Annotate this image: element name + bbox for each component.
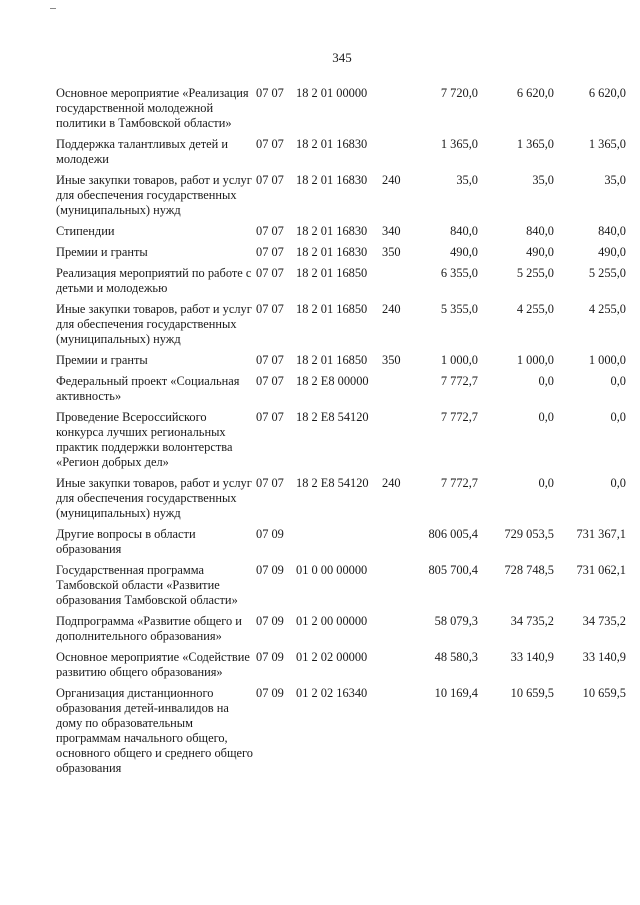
amount-year-1-cell: 48 580,3 xyxy=(434,650,478,664)
amount-year-3-cell: 0,0 xyxy=(610,374,626,388)
amount-year-1-cell: 1 365,0 xyxy=(440,137,478,151)
amount-year-3-cell: 731 062,1 xyxy=(576,563,626,577)
target-article-cell: 01 2 02 00000 xyxy=(296,650,368,664)
amount-year-2-cell: 1 000,0 xyxy=(516,353,554,367)
amount-year-2-cell: 33 140,9 xyxy=(510,650,554,664)
expense-name-cell: Премии и гранты xyxy=(56,245,148,259)
amount-year-2-cell: 0,0 xyxy=(538,374,554,388)
expense-name-cell: Иные закупки товаров, работ и услуг для обеспечения государственных (муниципальных) нужд xyxy=(56,476,252,520)
table-row xyxy=(56,302,626,353)
section-code-cell: 07 09 xyxy=(256,527,284,541)
amount-year-2-cell: 729 053,5 xyxy=(504,527,554,541)
amount-year-2-cell: 4 255,0 xyxy=(516,302,554,316)
amount-year-2-cell: 0,0 xyxy=(538,410,554,424)
amount-year-3-cell: 35,0 xyxy=(604,173,626,187)
expense-name-cell: Основное мероприятие «Содействие развитию общего образования» xyxy=(56,650,250,679)
expense-type-cell xyxy=(382,266,408,302)
section-code-cell: 07 07 xyxy=(256,266,284,280)
table-row xyxy=(56,173,626,224)
amount-year-1-cell: 35,0 xyxy=(456,173,478,187)
expense-name-cell: Федеральный проект «Социальная активность» xyxy=(56,374,240,403)
amount-year-3-cell: 490,0 xyxy=(598,245,626,259)
amount-year-3-cell: 6 620,0 xyxy=(588,86,626,100)
amount-year-1-cell: 10 169,4 xyxy=(434,686,478,700)
expense-type-cell xyxy=(382,410,408,476)
amount-year-1-cell: 7 720,0 xyxy=(440,86,478,100)
section-code-cell: 07 07 xyxy=(256,137,284,151)
section-code-cell: 07 07 xyxy=(256,353,284,367)
amount-year-2-cell: 10 659,5 xyxy=(510,686,554,700)
section-code-cell: 07 09 xyxy=(256,563,284,577)
section-code-cell: 07 07 xyxy=(256,302,284,316)
expense-name-cell: Поддержка талантливых детей и молодежи xyxy=(56,137,229,166)
section-code-cell: 07 09 xyxy=(256,614,284,628)
amount-year-2-cell: 0,0 xyxy=(538,476,554,490)
target-article-cell: 18 2 01 00000 xyxy=(296,86,368,100)
expense-type-cell: 350 xyxy=(382,245,401,259)
expense-name-cell: Подпрограмма «Развитие общего и дополнительного образования» xyxy=(56,614,242,643)
amount-year-3-cell: 5 255,0 xyxy=(588,266,626,280)
expense-type-cell xyxy=(382,137,408,173)
expense-name-cell: Иные закупки товаров, работ и услуг для обеспечения государственных (муниципальных) нужд xyxy=(56,173,252,217)
target-article-cell xyxy=(296,527,382,563)
amount-year-2-cell: 490,0 xyxy=(526,245,554,259)
amount-year-3-cell: 1 000,0 xyxy=(588,353,626,367)
amount-year-1-cell: 7 772,7 xyxy=(440,410,478,424)
amount-year-2-cell: 34 735,2 xyxy=(510,614,554,628)
amount-year-1-cell: 5 355,0 xyxy=(440,302,478,316)
amount-year-3-cell: 4 255,0 xyxy=(588,302,626,316)
amount-year-2-cell: 728 748,5 xyxy=(504,563,554,577)
expense-name-cell: Стипендии xyxy=(56,224,115,238)
expense-type-cell xyxy=(382,527,408,563)
expense-name-cell: Реализация мероприятий по работе с детьми и молодежью xyxy=(56,266,252,295)
amount-year-1-cell: 7 772,7 xyxy=(440,476,478,490)
section-code-cell: 07 07 xyxy=(256,224,284,238)
section-code-cell: 07 07 xyxy=(256,245,284,259)
table-row xyxy=(56,353,626,374)
expense-name-cell: Организация дистанционного образования детей-инвалидов на дому по образовательным программам начального общего, основного общего и среднего общего образования xyxy=(56,686,253,775)
target-article-cell: 18 2 01 16830 xyxy=(296,137,368,151)
target-article-cell: 18 2 01 16830 xyxy=(296,224,368,238)
expense-type-cell xyxy=(382,563,408,614)
table-row xyxy=(56,137,626,173)
table-row xyxy=(56,476,626,527)
table-row xyxy=(56,410,626,476)
amount-year-1-cell: 490,0 xyxy=(450,245,478,259)
expense-name-cell: Иные закупки товаров, работ и услуг для обеспечения государственных (муниципальных) нужд xyxy=(56,302,252,346)
table-row xyxy=(56,614,626,650)
budget-table xyxy=(56,86,626,782)
table-row xyxy=(56,374,626,410)
expense-type-cell: 350 xyxy=(382,353,401,367)
section-code-cell: 07 09 xyxy=(256,650,284,664)
amount-year-3-cell: 1 365,0 xyxy=(588,137,626,151)
table-row xyxy=(56,686,626,782)
table-row xyxy=(56,266,626,302)
target-article-cell: 18 2 01 16850 xyxy=(296,353,368,367)
amount-year-2-cell: 840,0 xyxy=(526,224,554,238)
amount-year-3-cell: 0,0 xyxy=(610,410,626,424)
expense-name-cell: Основное мероприятие «Реализация государственной молодежной политики в Тамбовской области» xyxy=(56,86,249,130)
table-row xyxy=(56,563,626,614)
expense-name-cell: Государственная программа Тамбовской области «Развитие образования Тамбовской области» xyxy=(56,563,238,607)
scan-mark xyxy=(50,8,56,9)
expense-type-cell: 240 xyxy=(382,302,401,316)
table-row xyxy=(56,86,626,137)
amount-year-2-cell: 5 255,0 xyxy=(516,266,554,280)
table-row xyxy=(56,527,626,563)
amount-year-3-cell: 0,0 xyxy=(610,476,626,490)
target-article-cell: 18 2 E8 54120 xyxy=(296,476,369,490)
amount-year-3-cell: 840,0 xyxy=(598,224,626,238)
amount-year-2-cell: 1 365,0 xyxy=(516,137,554,151)
expense-type-cell: 240 xyxy=(382,173,401,187)
expense-type-cell xyxy=(382,686,408,782)
target-article-cell: 18 2 01 16830 xyxy=(296,173,368,187)
section-code-cell: 07 07 xyxy=(256,410,284,424)
amount-year-1-cell: 7 772,7 xyxy=(440,374,478,388)
target-article-cell: 18 2 01 16850 xyxy=(296,302,368,316)
expense-type-cell xyxy=(382,614,408,650)
amount-year-3-cell: 33 140,9 xyxy=(582,650,626,664)
amount-year-1-cell: 6 355,0 xyxy=(440,266,478,280)
budget-table-body xyxy=(56,86,626,782)
expense-name-cell: Проведение Всероссийского конкурса лучших региональных практик поддержки волонтерства «Регион добрых дел» xyxy=(56,410,233,469)
target-article-cell: 01 2 00 00000 xyxy=(296,614,368,628)
target-article-cell: 18 2 E8 54120 xyxy=(296,410,369,424)
expense-name-cell: Другие вопросы в области образования xyxy=(56,527,196,556)
table-row xyxy=(56,650,626,686)
amount-year-1-cell: 805 700,4 xyxy=(428,563,478,577)
amount-year-1-cell: 58 079,3 xyxy=(434,614,478,628)
section-code-cell: 07 07 xyxy=(256,173,284,187)
table-row xyxy=(56,224,626,245)
expense-type-cell xyxy=(382,650,408,686)
target-article-cell: 18 2 01 16850 xyxy=(296,266,368,280)
expense-name-cell: Премии и гранты xyxy=(56,353,148,367)
page-number: 345 xyxy=(332,50,352,65)
amount-year-1-cell: 806 005,4 xyxy=(428,527,478,541)
section-code-cell: 07 09 xyxy=(256,686,284,700)
table-row xyxy=(56,245,626,266)
amount-year-3-cell: 10 659,5 xyxy=(582,686,626,700)
section-code-cell: 07 07 xyxy=(256,374,284,388)
section-code-cell: 07 07 xyxy=(256,476,284,490)
amount-year-2-cell: 6 620,0 xyxy=(516,86,554,100)
expense-type-cell xyxy=(382,86,408,137)
target-article-cell: 01 2 02 16340 xyxy=(296,686,368,700)
target-article-cell: 18 2 E8 00000 xyxy=(296,374,369,388)
expense-type-cell xyxy=(382,374,408,410)
amount-year-3-cell: 731 367,1 xyxy=(576,527,626,541)
target-article-cell: 01 0 00 00000 xyxy=(296,563,368,577)
amount-year-1-cell: 840,0 xyxy=(450,224,478,238)
expense-type-cell: 240 xyxy=(382,476,401,490)
section-code-cell: 07 07 xyxy=(256,86,284,100)
amount-year-2-cell: 35,0 xyxy=(532,173,554,187)
expense-type-cell: 340 xyxy=(382,224,401,238)
amount-year-1-cell: 1 000,0 xyxy=(440,353,478,367)
amount-year-3-cell: 34 735,2 xyxy=(582,614,626,628)
target-article-cell: 18 2 01 16830 xyxy=(296,245,368,259)
